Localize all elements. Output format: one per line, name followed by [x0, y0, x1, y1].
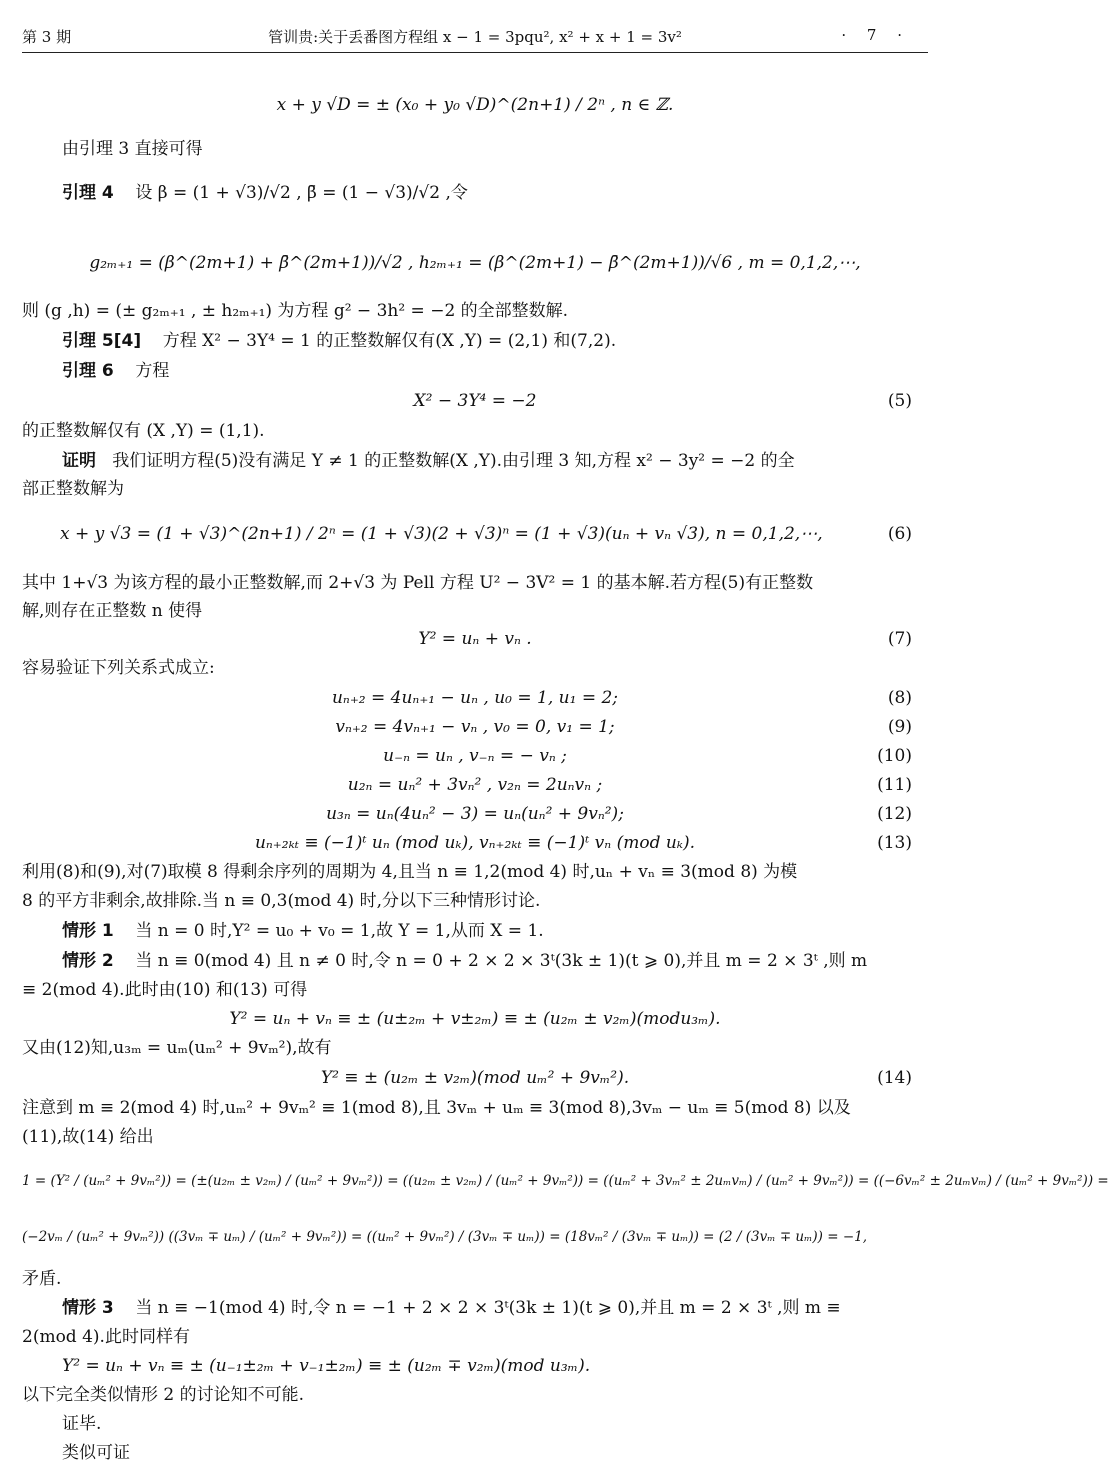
equation-number: (13): [877, 833, 912, 853]
equation-congruence: Y² = uₙ + vₙ ≡ ± (u±₂ₘ + v±₂ₘ) ≡ ± (u₂ₘ ± v₂ₘ)(modu₃ₘ).: [229, 1009, 721, 1029]
lemma-5: [62, 330, 928, 352]
equation-11: u₂ₙ = uₙ² + 3vₙ² , v₂ₙ = 2uₙvₙ ;: [347, 775, 603, 795]
text-line: 其中 1+√3 为该方程的最小正整数解,而 2+√3 为 Pell 方程 U² − 3V² = 1 的基本解.若方程(5)有正整数: [22, 573, 814, 593]
case-label: 情形 1: [62, 921, 114, 941]
text-line: 又由(12)知,u₃ₘ = uₘ(uₘ² + 9vₘ²),故有: [22, 1038, 332, 1058]
lemma-4: [62, 182, 928, 204]
equation-number: (12): [877, 804, 912, 824]
text-line: 部正整数解为: [22, 479, 124, 499]
proof-end: 证毕.: [62, 1414, 102, 1434]
case-label: 情形 3: [62, 1298, 114, 1318]
text-line: 注意到 m ≡ 2(mod 4) 时,uₘ² + 9vₘ² ≡ 1(mod 8),且 3vₘ + uₘ ≡ 3(mod 8),3vₘ − uₘ ≡ 5(mod 8) 以及: [22, 1098, 851, 1118]
header-rule: [22, 52, 928, 53]
equation-number: (5): [887, 391, 912, 411]
equation-9: vₙ₊₂ = 4vₙ₊₁ − vₙ , v₀ = 0, v₁ = 1;: [335, 717, 615, 737]
equation-number: (11): [877, 775, 912, 795]
lemma-text: 方程: [135, 361, 170, 381]
case-text: 当 n = 0 时,Y² = u₀ + v₀ = 1,故 Y = 1,从而 X = 1.: [135, 921, 544, 941]
running-title: 管训贵:关于丢番图方程组 x − 1 = 3pqu², x² + x + 1 = 3v²: [268, 28, 682, 46]
text-line: 利用(8)和(9),对(7)取模 8 得剩余序列的周期为 4,且当 n ≡ 1,2(mod 4) 时,uₙ + vₙ ≡ 3(mod 8) 为模: [22, 862, 798, 882]
equation-number: (6): [887, 524, 912, 544]
proof-label: 证明: [62, 451, 96, 471]
text-line: 由引理 3 直接可得: [62, 139, 203, 159]
case-label: 情形 2: [62, 951, 114, 971]
equation-number: (10): [877, 746, 912, 766]
lemma-text: 方程 X² − 3Y⁴ = 1 的正整数解仅有(X ,Y) = (2,1) 和(7,2).: [162, 331, 617, 351]
equation-7: Y² = uₙ + vₙ .: [418, 629, 532, 649]
equation-13: uₙ₊₂ₖₜ ≡ (−1)ᵗ uₙ (mod uₖ), vₙ₊₂ₖₜ ≡ (−1)ᵗ vₙ (mod uₖ).: [254, 833, 696, 853]
case-3: [62, 1297, 928, 1319]
equation-general-solution: x + y √D = ± (x₀ + y₀ √D)^(2n+1) / 2ⁿ , n ∈ ℤ.: [276, 95, 674, 115]
equation-g-h: g₂ₘ₊₁ = (β^(2m+1) + β̄^(2m+1))/√2 , h₂ₘ₊₁ = (β^(2m+1) − β̄^(2m+1))/√6 , m = 0,1,2,⋯,: [89, 253, 861, 273]
equation-number: (9): [887, 717, 912, 737]
equation-case-3: Y² = uₙ + vₙ ≡ ± (u₋₁±₂ₘ + v₋₁±₂ₘ) ≡ ± (u₂ₘ ∓ v₂ₘ)(mod u₃ₘ).: [62, 1356, 591, 1376]
case-text: 当 n ≡ 0(mod 4) 且 n ≠ 0 时,令 n = 0 + 2 × 2 × 3ᵗ(3k ± 1)(t ⩾ 0),并且 m = 2 × 3ᵗ ,则 m: [135, 951, 868, 971]
proof-start: [62, 450, 928, 472]
lemma-label: 引理 4: [62, 183, 114, 203]
case-1: [62, 920, 928, 942]
text-line: 类似可证: [62, 1443, 130, 1463]
lemma-6: [62, 360, 928, 382]
equation-number: (7): [887, 629, 912, 649]
text-line: (11),故(14) 给出: [22, 1127, 154, 1147]
text-line: 的正整数解仅有 (X ,Y) = (1,1).: [22, 421, 265, 441]
text-line: 则 (g ,h) = (± g₂ₘ₊₁ , ± h₂ₘ₊₁) 为方程 g² − 3h² = −2 的全部整数解.: [22, 301, 569, 321]
lemma-label: 引理 6: [62, 361, 114, 381]
equation-number: (8): [887, 688, 912, 708]
text-line: 矛盾.: [22, 1269, 62, 1289]
text-line: 以下完全类似情形 2 的讨论知不可能.: [22, 1385, 305, 1405]
proof-text: 我们证明方程(5)没有满足 Y ≠ 1 的正整数解(X ,Y).由引理 3 知,方程 x² − 3y² = −2 的全: [112, 451, 795, 471]
text-line: 2(mod 4).此时同样有: [22, 1327, 190, 1347]
issue-number: 第 3 期: [22, 28, 72, 46]
equation-12: u₃ₙ = uₙ(4uₙ² − 3) = uₙ(uₙ² + 9vₙ²);: [326, 804, 624, 824]
lemma-label: 引理 5[4]: [62, 331, 142, 351]
equation-number: (14): [877, 1068, 912, 1088]
equation-5: X² − 3Y⁴ = −2: [413, 391, 537, 411]
equation-8: uₙ₊₂ = 4uₙ₊₁ − uₙ , u₀ = 1, u₁ = 2;: [331, 688, 619, 708]
equation-jacobi-chain-1: 1 = (Y² / (uₘ² + 9vₘ²)) = (±(u₂ₘ ± v₂ₘ) / (uₘ² + 9vₘ²)) = ((u₂ₘ ± v₂ₘ) / (uₘ² + 9vₘ²)) = ((uₘ² + 3vₘ² ± 2uₘvₘ) / (uₘ² + 9vₘ²)) = ((−6vₘ² ± 2uₘvₘ) / (uₘ² + 9vₘ²)) =: [22, 1173, 1109, 1189]
text-line: 解,则存在正整数 n 使得: [22, 601, 203, 621]
text-line: 8 的平方非剩余,故排除.当 n ≡ 0,3(mod 4) 时,分以下三种情形讨论.: [22, 891, 541, 911]
text-line: 容易验证下列关系式成立:: [22, 658, 215, 678]
equation-jacobi-chain-2: (−2vₘ / (uₘ² + 9vₘ²)) ((3vₘ ∓ uₘ) / (uₘ² + 9vₘ²)) = ((uₘ² + 9vₘ²) / (3vₘ ∓ uₘ)) = (18vₘ² / (3vₘ ∓ uₘ)) = (2 / (3vₘ ∓ uₘ)) = −1,: [22, 1229, 868, 1245]
equation-6: x + y √3 = (1 + √3)^(2n+1) / 2ⁿ = (1 + √3)(2 + √3)ⁿ = (1 + √3)(uₙ + vₙ √3), n = 0,1,2,⋯,: [60, 524, 823, 544]
case-2: [62, 950, 928, 972]
page-number: · 7 ·: [841, 26, 910, 44]
equation-14: Y² ≡ ± (u₂ₘ ± v₂ₘ)(mod uₘ² + 9vₘ²).: [320, 1068, 630, 1088]
equation-10: u₋ₙ = uₙ , v₋ₙ = − vₙ ;: [383, 746, 567, 766]
text-line: ≡ 2(mod 4).此时由(10) 和(13) 可得: [22, 980, 308, 1000]
case-text: 当 n ≡ −1(mod 4) 时,令 n = −1 + 2 × 2 × 3ᵗ(3k ± 1)(t ⩾ 0),并且 m = 2 × 3ᵗ ,则 m ≡: [135, 1298, 841, 1318]
lemma-text: 设 β = (1 + √3)/√2 , β̄ = (1 − √3)/√2 ,令: [135, 183, 468, 203]
